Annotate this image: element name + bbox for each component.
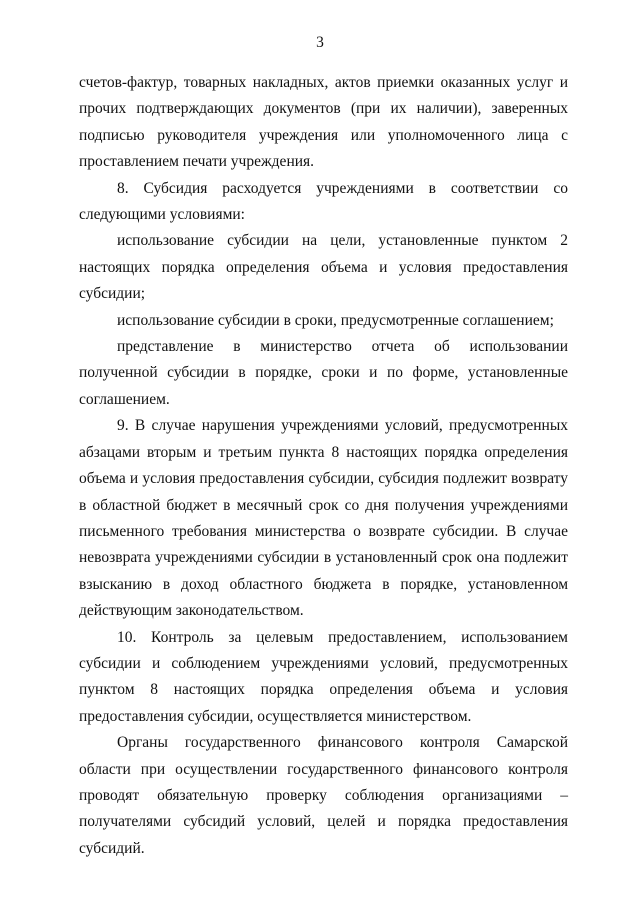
paragraph-condition-report: представление в министерство отчета об использовании полученной субсидии в порядке, сроки и по форме, установленные соглашением. — [79, 338, 568, 408]
paragraph-financial-control: Органы государственного финансового контроля Самарской области при осуществлении государственного финансового контроля проводят обязательную проверку соблюдения организациями – получателями субсидий условий, целей и порядка предоставления субсидий. — [79, 734, 568, 857]
paragraph-clause-8: 8. Субсидия расходуется учреждениями в соответствии со следующими условиями: — [79, 179, 568, 224]
document-body — [79, 70, 568, 862]
paragraph-clause-10: 10. Контроль за целевым предоставлением, использованием субсидии и соблюдением учреждениями условий, предусмотренных пунктом 8 настоящих порядка определения объема и условия предоставления субсидии, осуществляется министерством. — [79, 628, 568, 725]
page-number: 3 — [316, 34, 324, 51]
paragraph-invoices-continuation: счетов-фактур, товарных накладных, актов приемки оказанных услуг и прочих подтверждающих документов (при их наличии), заверенных подписью руководителя учреждения или уполномоченного лица с проставлением печати учреждения. — [79, 74, 568, 171]
paragraph-condition-purpose: использование субсидии на цели, установленные пунктом 2 настоящих порядка определения объема и условия предоставления субсидии; — [79, 232, 568, 303]
paragraph-clause-9: 9. В случае нарушения учреждениями условий, предусмотренных абзацами вторым и третьим пункта 8 настоящих порядка определения объема и условия предоставления субсидии, субсидия подлежит возврату в областной бюджет в месячный срок со дня получения учреждениями письменного требования министерства о возврате субсидии. В случае невозврата учреждениями субсидии в установленный срок она подлежит взысканию в доход областного бюджета в порядке, установленном действующим законодательством. — [79, 417, 568, 620]
paragraph-condition-terms: использование субсидии в сроки, предусмотренные соглашением; — [117, 311, 554, 329]
